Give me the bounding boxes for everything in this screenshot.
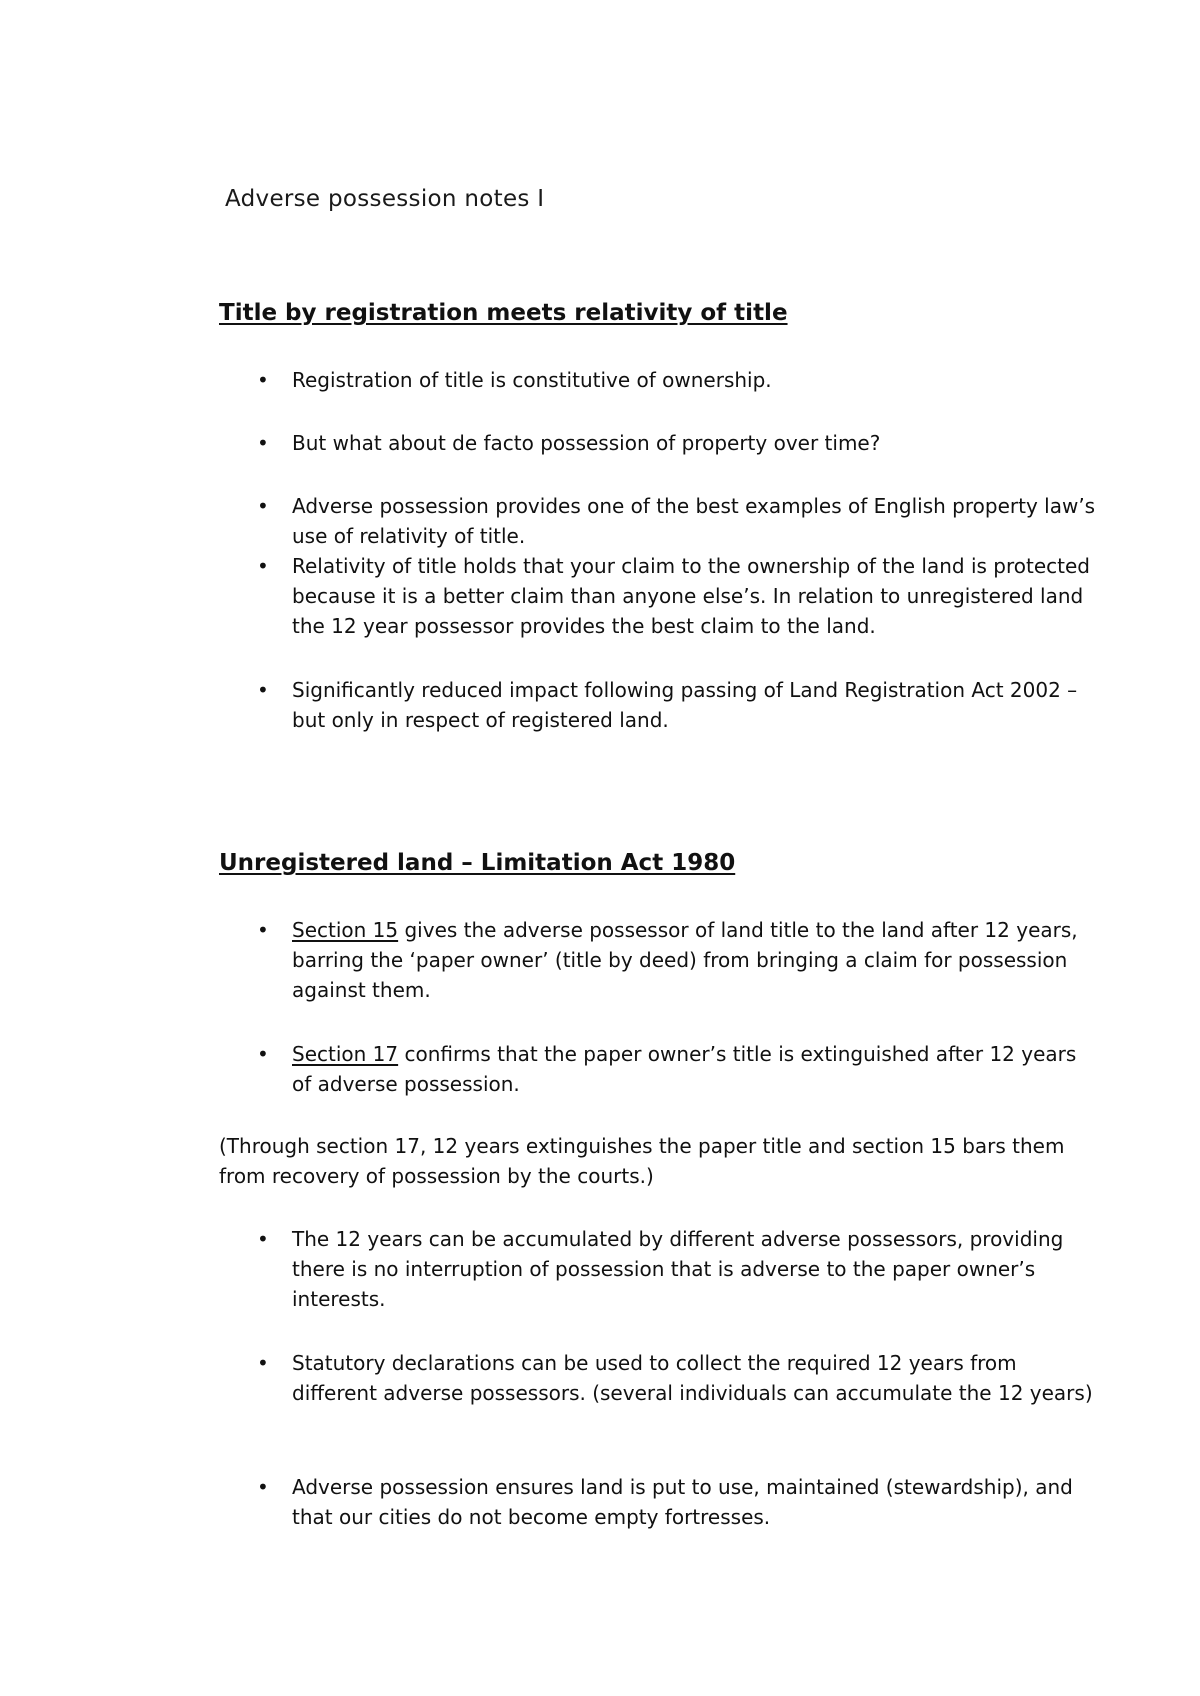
bullet-list-unregistered xyxy=(219,1224,1099,1314)
list-item xyxy=(219,365,1099,395)
list-item-text: Registration of title is constitutive of ownership. xyxy=(292,368,772,392)
bullet-list-registration xyxy=(219,675,1099,735)
list-item-text: The 12 years can be accumulated by different adverse possessors, providing there is no interruption of possession that is adverse to the paper owner’s interests. xyxy=(292,1227,1064,1311)
list-item-text: But what about de facto possession of property over time? xyxy=(292,431,881,455)
bullet-icon: • xyxy=(257,918,269,942)
section-heading-registration: Title by registration meets relativity of title xyxy=(219,300,788,326)
list-item xyxy=(219,1348,1099,1408)
list-item xyxy=(219,1039,1099,1099)
list-item xyxy=(219,491,1099,551)
list-item-text: gives the adverse possessor of land title to the land after 12 years, barring the ‘paper owner’ (title by deed) from bringing a claim for possession against them. xyxy=(292,918,1078,1002)
bullet-icon: • xyxy=(257,1227,269,1251)
bullet-list-registration xyxy=(219,551,1099,641)
list-item-text: Significantly reduced impact following passing of Land Registration Act 2002 – but only in respect of registered land. xyxy=(292,678,1078,732)
list-item-text: Adverse possession provides one of the best examples of English property law’s use of relativity of title. xyxy=(292,494,1096,548)
bullet-icon: • xyxy=(257,1351,269,1375)
list-item xyxy=(219,675,1099,735)
bullet-list-unregistered xyxy=(219,1472,1099,1532)
bullet-list-unregistered xyxy=(219,1348,1099,1408)
bullet-icon: • xyxy=(257,1042,269,1066)
section-15-reference: Section 15 xyxy=(292,918,399,942)
list-item xyxy=(219,1472,1099,1532)
list-item xyxy=(219,428,1099,458)
bullet-icon: • xyxy=(257,368,269,392)
list-item-text: confirms that the paper owner’s title is extinguished after 12 years of adverse possession. xyxy=(292,1042,1077,1096)
explanatory-paragraph: (Through section 17, 12 years extinguishes the paper title and section 15 bars them from recovery of possession by the courts.) xyxy=(219,1134,1065,1188)
bullet-list-registration xyxy=(219,491,1099,551)
bullet-icon: • xyxy=(257,678,269,702)
bullet-list-unregistered xyxy=(219,1039,1099,1099)
list-item-text: Statutory declarations can be used to collect the required 12 years from different adverse possessors. (several individuals can accumulate the 12 years) xyxy=(292,1351,1093,1405)
bullet-icon: • xyxy=(257,554,269,578)
list-item xyxy=(219,551,1099,641)
list-item-text: Adverse possession ensures land is put to use, maintained (stewardship), and that our cities do not become empty fortresses. xyxy=(292,1475,1073,1529)
section-heading-unregistered: Unregistered land – Limitation Act 1980 xyxy=(219,850,736,876)
bullet-list-unregistered xyxy=(219,915,1099,1005)
bullet-list-registration xyxy=(219,428,1099,458)
list-item xyxy=(219,915,1099,1005)
bullet-icon: • xyxy=(257,431,269,455)
document-title: Adverse possession notes I xyxy=(225,186,545,212)
bullet-list-registration xyxy=(219,365,1099,395)
section-17-reference: Section 17 xyxy=(292,1042,399,1066)
bullet-icon: • xyxy=(257,494,269,518)
list-item xyxy=(219,1224,1099,1314)
list-item-text: Relativity of title holds that your claim to the ownership of the land is protected because it is a better claim than anyone else’s. In relation to unregistered land the 12 year possessor provides the best claim to the land. xyxy=(292,554,1090,638)
bullet-icon: • xyxy=(257,1475,269,1499)
